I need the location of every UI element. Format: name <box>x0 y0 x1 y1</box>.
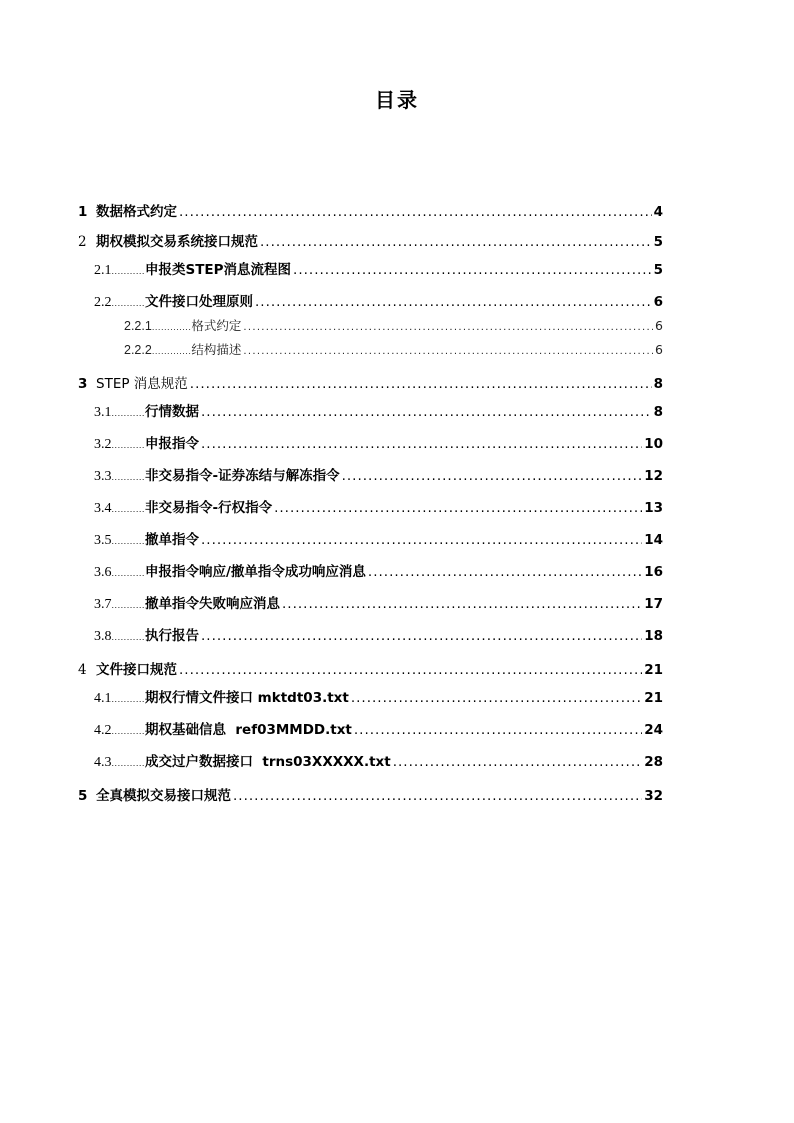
dot-leader-short: ............. <box>151 347 192 356</box>
toc-page-number: 12 <box>644 468 663 484</box>
dot-leader-short: ........... <box>111 299 145 308</box>
toc-page-number: 17 <box>644 596 663 612</box>
dot-leader-short: ........... <box>111 759 145 768</box>
toc-number: 3.7 <box>94 597 112 612</box>
dot-leader <box>354 722 642 738</box>
dot-leader <box>255 294 652 310</box>
toc-page-number: 21 <box>644 690 663 706</box>
toc-page-number: 5 <box>653 262 663 278</box>
dot-leader-short: ........... <box>111 537 145 546</box>
toc-label: 文件接口规范 <box>96 662 177 678</box>
dot-leader-short: ........... <box>111 727 145 736</box>
toc-number: 3.6 <box>94 565 112 580</box>
dot-leader <box>282 596 642 612</box>
toc-page-number: 14 <box>644 532 663 548</box>
page-title: 目录 <box>375 88 419 112</box>
toc-number: 2.2 <box>94 295 112 310</box>
dot-leader <box>342 468 643 484</box>
toc-entry-2-2[interactable] <box>78 294 663 312</box>
toc-entry-3-7[interactable] <box>78 596 663 614</box>
toc-number: 2.1 <box>94 263 112 278</box>
toc-number: 4.3 <box>94 755 112 770</box>
dot-leader <box>293 262 652 278</box>
toc-page-number: 24 <box>644 722 663 738</box>
toc-label: 成交过户数据接口 trns03XXXXX.txt <box>144 754 391 770</box>
dot-leader-short: ........... <box>111 267 145 276</box>
dot-leader <box>201 532 642 548</box>
toc-entry-5[interactable] <box>78 788 663 804</box>
toc-page-number: 8 <box>653 404 663 420</box>
toc-number: 4 <box>78 662 87 678</box>
toc-entry-2-2-2[interactable] <box>78 342 663 360</box>
toc-label: 撤单指令失败响应消息 <box>144 596 280 612</box>
dot-leader <box>243 344 653 360</box>
toc-number: 3.3 <box>94 469 112 484</box>
dot-leader-short: ........... <box>111 505 145 514</box>
table-of-contents <box>78 192 663 804</box>
toc-entry-2[interactable] <box>78 234 663 250</box>
dot-leader <box>233 788 642 804</box>
toc-number: 2 <box>78 234 87 250</box>
toc-entry-3-3[interactable] <box>78 468 663 486</box>
toc-label: 全真模拟交易接口规范 <box>96 788 231 804</box>
toc-page-number: 13 <box>644 500 663 516</box>
toc-entry-2-2-1[interactable] <box>78 318 663 336</box>
dot-leader <box>201 628 642 644</box>
toc-label: 数据格式约定 <box>96 204 177 220</box>
toc-number: 3.2 <box>94 437 112 452</box>
toc-label: 申报指令 <box>144 436 199 452</box>
toc-label: 申报指令响应/撤单指令成功响应消息 <box>144 564 366 580</box>
toc-page-number: 6 <box>653 294 663 310</box>
dot-leader-short: ........... <box>111 441 145 450</box>
toc-page-number: 8 <box>653 376 663 392</box>
toc-page-number: 16 <box>644 564 663 580</box>
dot-leader <box>393 754 642 770</box>
toc-number: 3 <box>78 376 88 392</box>
dot-leader <box>201 404 652 420</box>
toc-label: 行情数据 <box>144 404 199 420</box>
toc-number: 3.8 <box>94 629 112 644</box>
toc-number: 4.1 <box>94 691 112 706</box>
toc-page-number: 28 <box>644 754 663 770</box>
toc-entry-3-4[interactable] <box>78 500 663 518</box>
toc-label: 期权基础信息 ref03MMDD.txt <box>144 722 352 738</box>
toc-page-number: 6 <box>655 342 663 357</box>
dot-leader <box>190 376 652 392</box>
toc-page-number: 21 <box>644 662 663 678</box>
toc-number: 5 <box>78 788 88 804</box>
dot-leader-short: ........... <box>111 569 145 578</box>
toc-entry-1[interactable] <box>78 204 663 220</box>
toc-number: 3.4 <box>94 501 112 516</box>
toc-label: 格式约定 <box>191 318 242 333</box>
toc-entry-2-1[interactable] <box>78 262 663 280</box>
toc-number: 1 <box>78 204 88 220</box>
dot-leader-short: ........... <box>111 633 145 642</box>
toc-entry-4-2[interactable] <box>78 722 663 740</box>
toc-label: 非交易指令-证券冻结与解冻指令 <box>144 468 340 484</box>
toc-entry-3-1[interactable] <box>78 404 663 422</box>
toc-label: 期权模拟交易系统接口规范 <box>96 234 258 250</box>
toc-number: 3.1 <box>94 405 112 420</box>
dot-leader <box>260 234 652 250</box>
dot-leader-short: ........... <box>111 695 145 704</box>
toc-entry-4-3[interactable] <box>78 754 663 772</box>
dot-leader <box>274 500 642 516</box>
dot-leader <box>243 320 653 336</box>
dot-leader <box>179 204 652 220</box>
dot-leader <box>351 690 642 706</box>
toc-label: 申报类STEP消息流程图 <box>144 262 292 278</box>
toc-entry-4-1[interactable] <box>78 690 663 708</box>
dot-leader-short: ........... <box>111 409 145 418</box>
toc-number: 2.2.2 <box>124 343 152 357</box>
toc-page-number: 4 <box>653 204 663 220</box>
toc-label: 非交易指令-行权指令 <box>144 500 273 516</box>
dot-leader <box>179 662 642 678</box>
toc-label: STEP 消息规范 <box>96 376 188 392</box>
dot-leader <box>201 436 642 452</box>
toc-page-number: 18 <box>644 628 663 644</box>
toc-page-number: 6 <box>655 318 663 333</box>
dot-leader <box>368 564 642 580</box>
toc-label: 文件接口处理原则 <box>144 294 253 310</box>
toc-page-number: 5 <box>653 234 663 250</box>
toc-label: 结构描述 <box>191 342 242 357</box>
toc-label: 撤单指令 <box>144 532 199 548</box>
toc-entry-3-2[interactable] <box>78 436 663 454</box>
dot-leader-short: ........... <box>111 601 145 610</box>
dot-leader-short: ........... <box>111 473 145 482</box>
toc-number: 4.2 <box>94 723 112 738</box>
toc-entry-3[interactable] <box>78 376 663 392</box>
toc-number: 2.2.1 <box>124 319 152 333</box>
dot-leader-short: ............. <box>151 323 192 332</box>
toc-entry-3-6[interactable] <box>78 564 663 582</box>
toc-entry-3-8[interactable] <box>78 628 663 646</box>
toc-entry-3-5[interactable] <box>78 532 663 550</box>
toc-label: 期权行情文件接口 mktdt03.txt <box>144 690 349 706</box>
toc-entry-4[interactable] <box>78 662 663 678</box>
toc-page-number: 10 <box>644 436 663 452</box>
toc-page-number: 32 <box>644 788 663 804</box>
toc-label: 执行报告 <box>144 628 199 644</box>
toc-number: 3.5 <box>94 533 112 548</box>
